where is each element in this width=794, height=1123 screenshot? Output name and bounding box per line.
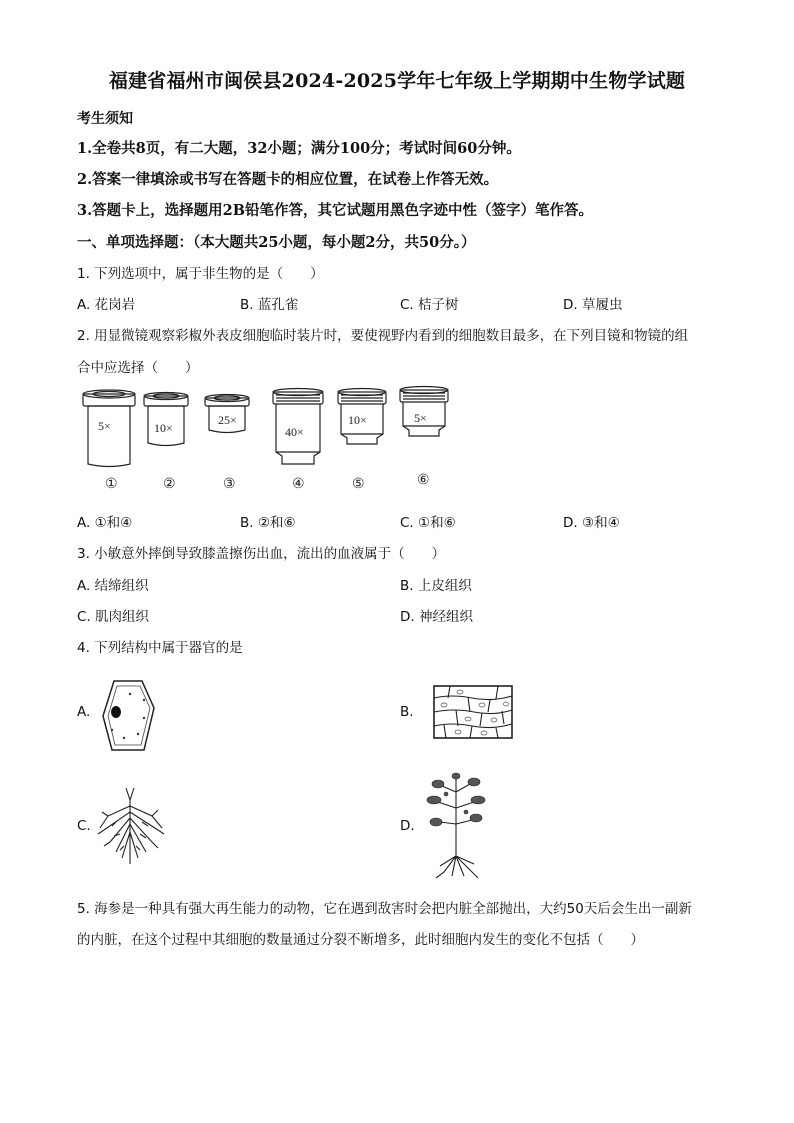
question-1-stem: 1. 下列选项中，属于非生物的是（ ）: [77, 266, 324, 282]
root-system-image: [96, 786, 166, 866]
epidermal-tissue-image: [432, 684, 514, 740]
lens-2-mark: 10×: [154, 421, 173, 435]
lens-1-mark: 5×: [98, 419, 111, 433]
lens-3-mark: 25×: [218, 413, 237, 427]
page-title: 福建省福州市闽侯县2024-2025学年七年级上学期期中生物学试题: [108, 70, 686, 92]
question-4-option-c: C.: [77, 818, 91, 834]
lens-4-mark: 40×: [285, 425, 304, 439]
notice-item-3: 3.答题卡上，选择题用2B铅笔作答，其它试题用黑色字迹中性（签字）笔作答。: [77, 202, 593, 219]
question-4-stem: 4. 下列结构中属于器官的是: [77, 640, 243, 656]
section-heading: 一、单项选择题：（本大题共25小题，每小题2分，共50分。）: [77, 234, 476, 251]
lens-4-number: ④: [292, 477, 305, 492]
lens-6-mark: 5×: [414, 411, 427, 425]
lens-5-mark: 10×: [348, 413, 367, 427]
notice-item-2: 2.答案一律填涂或书写在答题卡的相应位置，在试卷上作答无效。: [77, 171, 499, 188]
question-2-option-b: B. ②和⑥: [240, 515, 296, 531]
question-4-option-a: A.: [77, 704, 91, 720]
lens-5-number: ⑤: [352, 477, 365, 492]
lens-1-number: ①: [105, 477, 118, 492]
question-1-option-c: C. 桔子树: [400, 297, 459, 313]
question-3-option-c: C. 肌肉组织: [77, 609, 150, 625]
question-4-option-b: B.: [400, 704, 414, 720]
question-4-option-d: D.: [400, 818, 415, 834]
notice-item-1: 1.全卷共8页，有二大题，32小题；满分100分；考试时间60分钟。: [77, 140, 521, 157]
question-3-option-b: B. 上皮组织: [400, 578, 472, 594]
question-1-option-d: D. 草履虫: [563, 297, 623, 313]
question-5-stem-line2: 的内脏，在这个过程中其细胞的数量通过分裂不断增多，此时细胞内发生的变化不包括（ ）: [77, 932, 644, 948]
question-2-stem-line2: 合中应选择（ ）: [77, 360, 199, 376]
question-1-option-a: A. 花岗岩: [77, 297, 136, 313]
question-2-option-d: D. ③和④: [563, 515, 620, 531]
lens-6-number: ⑥: [417, 473, 430, 488]
question-2-stem-line1: 2. 用显微镜观察彩椒外表皮细胞临时装片时，要使视野内看到的细胞数目最多，在下列目镜和物镜的组: [77, 328, 689, 344]
question-3-option-a: A. 结缔组织: [77, 578, 149, 594]
plant-cell-image: [100, 678, 158, 754]
question-1-option-b: B. 蓝孔雀: [240, 297, 299, 313]
lens-2-number: ②: [163, 477, 176, 492]
lens-2: [144, 393, 188, 446]
lens-3-number: ③: [223, 477, 236, 492]
question-3-stem: 3. 小敏意外摔倒导致膝盖擦伤出血，流出的血液属于（ ）: [77, 546, 446, 562]
question-2-option-a: A. ①和④: [77, 515, 133, 531]
question-5-stem-line1: 5. 海参是一种具有强大再生能力的动物，它在遇到敌害时会把内脏全部抛出，大约50天后会生出一副新: [77, 901, 692, 917]
question-3-option-d: D. 神经组织: [400, 609, 473, 625]
question-2-option-c: C. ①和⑥: [400, 515, 456, 531]
notice-heading: 考生须知: [77, 111, 133, 127]
microscope-lens-figure: [70, 380, 470, 500]
whole-plant-image: [420, 772, 490, 880]
